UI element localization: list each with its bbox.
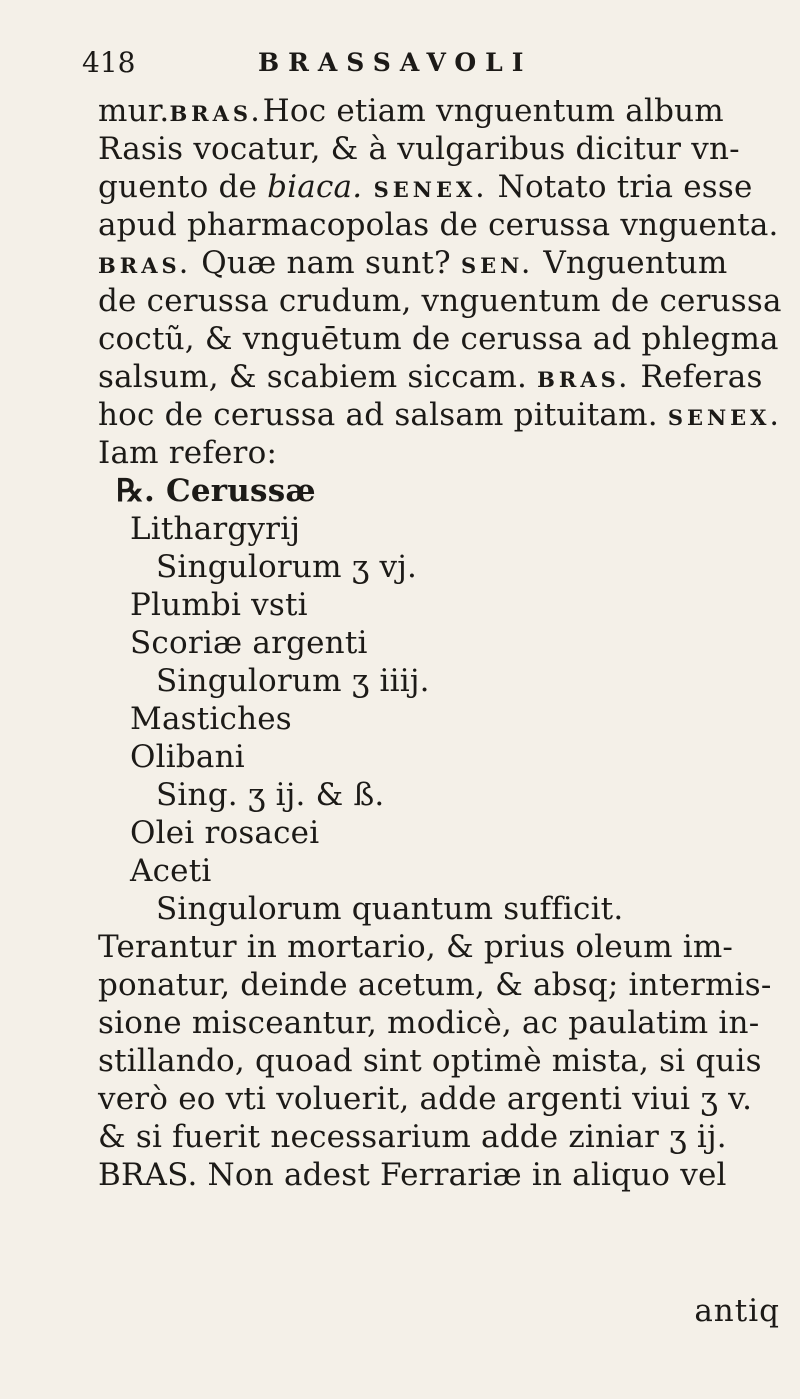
text-line [98,1004,759,1042]
recipe-line [130,586,308,624]
recipe-text: Lithargyrij [130,511,301,547]
text-line [98,1042,762,1080]
speaker-label: SENEX. [362,177,488,202]
speaker-label: BRAS. [537,367,631,392]
text-segment: ponatur, deinde acetum, & absq; intermis- [98,967,772,1003]
recipe-line [130,510,300,548]
text-line [98,396,782,437]
recipe-line [130,852,211,890]
recipe-line [156,662,430,700]
running-head: BRASSAVOLI [258,48,533,77]
text-line [98,434,277,472]
page-number: 418 [82,46,136,79]
recipe-text: Singulorum quantum sufficit. [156,891,624,927]
recipe-line [130,814,319,852]
recipe-text: Olibani [130,739,245,775]
text-line [98,1118,727,1156]
text-line [98,282,782,320]
recipe-text: Mastiches [130,701,292,737]
text-line [98,320,779,358]
text-segment: Hoc etiam vnguentum album [262,93,724,129]
page-header [80,42,760,82]
text-line [98,966,772,1004]
recipe-line [116,472,316,510]
recipe-line [156,548,417,586]
text-segment: Quæ nam sunt? [191,245,461,281]
text-segment: verò eo vti voluerit, adde argenti viui ʒ v. [98,1081,753,1117]
text-segment: de cerussa crudum, vnguentum de cerussa [98,283,782,319]
text-segment: hoc de cerussa ad salsam pituitam. [98,397,668,433]
recipe-text: Olei rosacei [130,815,320,851]
speaker-label: SEN. [460,253,534,278]
recipe-text: ℞. Cerussæ [116,473,316,509]
catchword: antiq [694,1293,780,1329]
text-segment: Notato tria esse [487,169,753,205]
text-segment: guento de [98,169,268,205]
text-line [98,1156,727,1194]
text-segment: & si fuerit necessarium adde ziniar ʒ ij. [98,1119,727,1155]
recipe-line [156,890,623,928]
speaker-label: SENEX. [667,405,782,430]
text-segment: stillando, quoad sint optimè mista, si quis [98,1043,762,1079]
recipe-text: Sing. ʒ ij. & ß. [156,777,385,813]
text-segment: salsum, & scabiem siccam. [98,359,538,395]
text-line [98,244,727,285]
text-line [98,168,753,209]
text-line [98,206,779,244]
recipe-text: Singulorum ʒ vj. [156,549,418,585]
speaker-label: BRAS. [98,253,192,278]
recipe-line [130,624,368,662]
text-segment: Referas [630,359,763,395]
text-line [98,358,763,399]
recipe-text: Scoriæ argenti [130,625,368,661]
text-segment: sione misceantur, modicè, ac paulatim in- [98,1005,760,1041]
text-segment: mur. [98,93,170,129]
text-segment: apud pharmacopolas de cerussa vnguenta. [98,207,779,243]
text-segment: Iam refero: [98,435,278,471]
text-segment: Rasis vocatur, & à vulgaribus dicitur vn- [98,131,740,167]
recipe-line [156,776,384,814]
recipe-text: Singulorum ʒ iiij. [156,663,430,699]
recipe-line [130,700,292,738]
speaker-label: BRAS. [169,101,263,126]
recipe-line [130,738,245,776]
recipe-text: Plumbi vsti [130,587,308,623]
text-segment: coctũ, & vnguētum de cerussa ad phlegma [98,321,779,357]
text-line [98,130,740,168]
text-segment: BRAS. Non adest Ferrariæ in aliquo vel [98,1157,727,1193]
text-line [98,928,733,966]
text-line [98,1080,752,1118]
text-segment: Terantur in mortario, & prius oleum im- [98,929,734,965]
text-line [98,92,724,133]
text-segment: Vnguentum [533,245,728,281]
italic-term: biaca. [267,169,363,205]
recipe-text: Aceti [130,853,212,889]
